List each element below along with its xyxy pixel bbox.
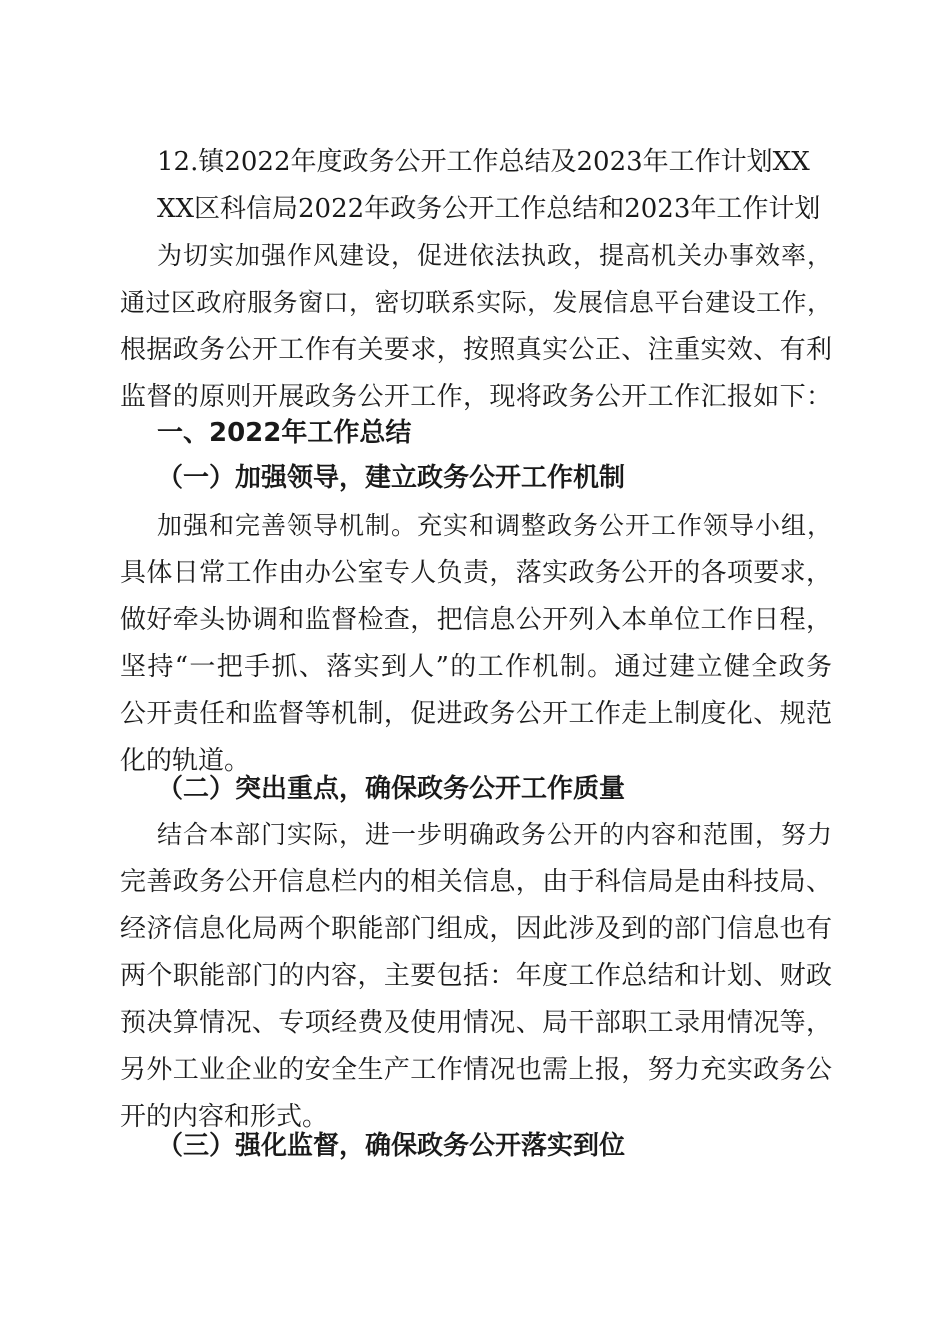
- subsection-heading: （一）加强领导，建立政务公开工作机制: [157, 463, 626, 493]
- subsection-heading: （二）突出重点，确保政务公开工作质量: [157, 774, 626, 804]
- body-paragraph-line: 开的内容和形式。: [120, 1102, 329, 1132]
- body-paragraph-line: 化的轨道。: [120, 746, 251, 776]
- body-paragraph-line: 另外工业企业的安全生产工作情况也需上报，努力充实政务公: [120, 1055, 832, 1085]
- body-paragraph-line: 坚持“一把手抓、落实到人”的工作机制。通过建立健全政务: [120, 652, 832, 682]
- body-paragraph-line: 具体日常工作由办公室专人负责，落实政务公开的各项要求，: [120, 558, 832, 588]
- body-paragraph-line: 预决算情况、专项经费及使用情况、局干部职工录用情况等，: [120, 1008, 832, 1038]
- body-paragraph-line: 完善政务公开信息栏内的相关信息，由于科信局是由科技局、: [120, 867, 832, 897]
- body-paragraph-line: 加强和完善领导机制。充实和调整政务公开工作领导小组，: [157, 511, 832, 540]
- body-paragraph-line: 结合本部门实际，进一步明确政务公开的内容和范围，努力: [157, 820, 832, 849]
- subsection-heading: （三）强化监督，确保政务公开落实到位: [157, 1131, 626, 1161]
- body-paragraph-line: 做好牵头协调和监督检查，把信息公开列入本单位工作日程，: [120, 605, 832, 635]
- document-title-line: 12.镇2022年度政务公开工作总结及2023年工作计划XX: [157, 147, 810, 177]
- body-paragraph-line: 两个职能部门的内容，主要包括：年度工作总结和计划、财政: [120, 961, 832, 991]
- intro-paragraph-line: 监督的原则开展政务公开工作，现将政务公开工作汇报如下：: [120, 382, 832, 412]
- intro-paragraph-line: 根据政务公开工作有关要求，按照真实公正、注重实效、有利: [120, 335, 832, 365]
- document-subtitle-line: XX区科信局2022年政务公开工作总结和2023年工作计划: [157, 194, 821, 224]
- intro-paragraph-line: 为切实加强作风建设，促进依法执政，提高机关办事效率，: [157, 241, 832, 270]
- body-paragraph-line: 经济信息化局两个职能部门组成，因此涉及到的部门信息也有: [120, 914, 832, 944]
- section-heading: 一、2022年工作总结: [157, 418, 412, 448]
- intro-paragraph-line: 通过区政府服务窗口，密切联系实际，发展信息平台建设工作，: [120, 288, 832, 317]
- body-paragraph-line: 公开责任和监督等机制，促进政务公开工作走上制度化、规范: [120, 699, 832, 729]
